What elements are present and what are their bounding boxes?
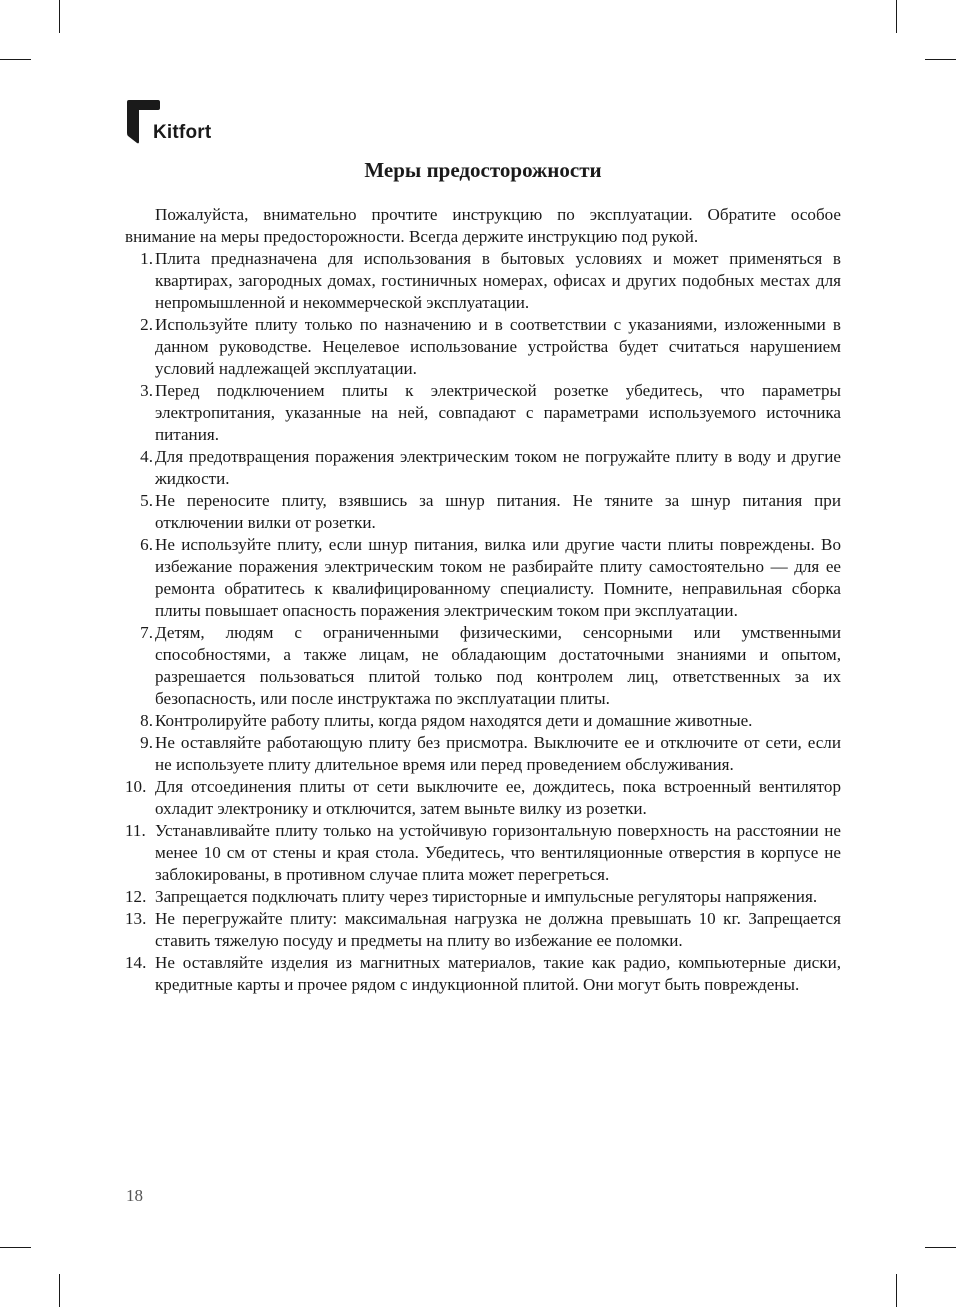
list-item [125,534,841,622]
item-text: Детям, людям с ограниченными физическими, сенсорными или умственными способностями, а также лицам, не обладающим достаточными знаниями и опытом, разрешается пользоваться плитой только под контролем лиц, ответственных за их безопасность, или после инструктажа по эксплуатации плиты. [155,623,841,708]
item-text: Плита предназначена для использования в бытовых условиях и может применяться в квартирах, загородных домах, гостиничных номерах, офисах и других подобных местах для непромышленной и некоммерческой эксплуатации. [155,249,841,312]
item-text: Для отсоединения плиты от сети выключите ее, дождитесь, пока встроенный вентилятор охладит электронику и отключится, затем выньте вилку из розетки. [155,777,841,818]
crop-mark-left-bottom [0,1247,31,1248]
intro-paragraph: Пожалуйста, внимательно прочтите инструкцию по эксплуатации. Обратите особое внимание на меры предосторожности. Всегда держите инструкцию под рукой. [125,205,841,246]
crop-mark-right-top [925,59,956,60]
page-title: Меры предосторожности [364,158,602,182]
item-text: Перед подключением плиты к электрической розетке убедитесь, что параметры электропитания, указанные на ней, совпадают с параметрами используемого источника питания. [155,381,841,444]
item-text: Не переносите плиту, взявшись за шнур питания. Не тяните за шнур питания при отключении вилки от розетки. [155,491,841,532]
item-number: 4. [140,447,153,466]
item-number: 10. [125,777,147,796]
crop-mark-bottom-right [896,1274,897,1307]
list-item [125,776,841,820]
crop-mark-bottom-left [59,1274,60,1307]
list-item [125,952,841,996]
list-item [125,248,841,314]
item-text: Не оставляйте изделия из магнитных материалов, такие как радио, компьютерные диски, кредитные карты и прочее рядом с индукционной плитой. Они могут быть повреждены. [155,953,841,994]
item-number: 8. [140,711,153,730]
list-item [125,380,841,446]
list-item [125,622,841,710]
document-body [125,204,841,996]
list-item [125,732,841,776]
list-item [125,314,841,380]
item-text: Не используйте плиту, если шнур питания, вилка или другие части плиты повреждены. Во избежание поражения электрическим током не разбирайте плиту самостоятельно — для ее ремонта обратитесь к квалифицированному специалисту. Помните, неправильная сборка плиты повышает опасность поражения электрическим током при эксплуатации. [155,535,841,620]
item-number: 13. [125,909,147,928]
crop-mark-left-top [0,59,31,60]
item-text: Устанавливайте плиту только на устойчивую горизонтальную поверхность на расстоянии не менее 10 см от стены и края стола. Убедитесь, что вентиляционные отверстия в корпусе не заблокированы, в противном случае плита может перегреться. [155,821,841,884]
list-item [125,886,841,908]
item-number: 6. [140,535,153,554]
item-number: 11. [125,821,146,840]
list-item [125,490,841,534]
brand-name: Kitfort [153,122,212,143]
item-text: Используйте плиту только по назначению и в соответствии с указаниями, изложенными в данном руководстве. Нецелевое использование устройства будет считаться нарушением условий надлежащей эксплуатации. [155,315,841,378]
list-item [125,820,841,886]
item-text: Для предотвращения поражения электрическим током не погружайте плиту в воду и другие жидкости. [155,447,841,488]
list-item [125,446,841,490]
item-number: 1. [140,249,153,268]
crop-mark-top-right [896,0,897,33]
item-number: 2. [140,315,153,334]
crop-mark-right-bottom [925,1247,956,1248]
item-text: Запрещается подключать плиту через тиристорные и импульсные регуляторы напряжения. [155,887,818,906]
item-number: 14. [125,953,147,972]
item-text: Контролируйте работу плиты, когда рядом находятся дети и домашние животные. [155,711,753,730]
item-number: 7. [140,623,153,642]
item-number: 9. [140,733,153,752]
item-number: 3. [140,381,153,400]
item-number: 12. [125,887,147,906]
item-text: Не оставляйте работающую плиту без присмотра. Выключите ее и отключите от сети, если не используете плиту длительное время или перед проведением обслуживания. [155,733,841,774]
item-text: Не перегружайте плиту: максимальная нагрузка не должна превышать 10 кг. Запрещается ставить тяжелую посуду и предметы на плиту во избежание ее поломки. [155,909,841,950]
crop-mark-top-left [59,0,60,33]
page-number: 18 [126,1186,143,1205]
kitfort-logo [126,98,236,150]
list-item [125,908,841,952]
list-item [125,710,841,732]
safety-rules-list [125,248,841,996]
item-number: 5. [140,491,153,510]
